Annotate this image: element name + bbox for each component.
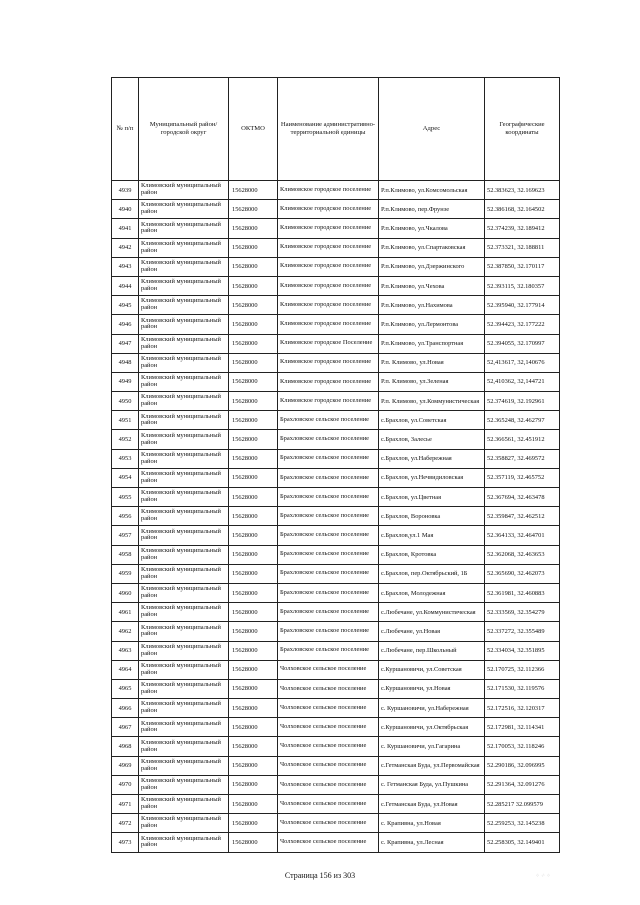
table-row <box>112 334 560 353</box>
cell-settlement: Брахловское сельское поселение <box>278 622 379 641</box>
cell-settlement: Климовское городское поселение <box>278 353 379 372</box>
cell-district: Климовский муниципальный район <box>139 564 229 583</box>
cell-num: 4955 <box>112 488 139 507</box>
cell-oktmo: 15628000 <box>229 392 278 411</box>
cell-district: Климовский муниципальный район <box>139 276 229 295</box>
cell-district: Климовский муниципальный район <box>139 334 229 353</box>
cell-coords: 52.358827, 32.469572 <box>485 449 560 468</box>
cell-num: 4956 <box>112 507 139 526</box>
cell-address: с.Брахлов, ул.Нечвидиловская <box>379 468 485 487</box>
header-address: Адрес <box>379 78 485 181</box>
table-row <box>112 622 560 641</box>
cell-oktmo: 15628000 <box>229 679 278 698</box>
cell-coords: 52.362068, 32.463653 <box>485 545 560 564</box>
cell-coords: 52.386168, 32.164502 <box>485 200 560 219</box>
cell-district: Климовский муниципальный район <box>139 795 229 814</box>
scan-mark-icon: ⁘ ⁘ ⁘ <box>535 874 551 879</box>
table-row <box>112 737 560 756</box>
cell-num: 4952 <box>112 430 139 449</box>
cell-num: 4966 <box>112 699 139 718</box>
cell-num: 4961 <box>112 603 139 622</box>
cell-district: Климовский муниципальный район <box>139 219 229 238</box>
cell-district: Климовский муниципальный район <box>139 718 229 737</box>
cell-district: Климовский муниципальный район <box>139 622 229 641</box>
header-district: Муниципальный район/городской округ <box>139 78 229 181</box>
cell-coords: 52,410362, 32,144721 <box>485 372 560 391</box>
cell-num: 4943 <box>112 257 139 276</box>
cell-address: с. Гетманская Буда, ул.Пушкина <box>379 775 485 794</box>
cell-district: Климовский муниципальный район <box>139 699 229 718</box>
cell-coords: 52.171530, 32.119576 <box>485 679 560 698</box>
cell-district: Климовский муниципальный район <box>139 200 229 219</box>
table-row <box>112 507 560 526</box>
cell-district: Климовский муниципальный район <box>139 679 229 698</box>
cell-oktmo: 15628000 <box>229 353 278 372</box>
cell-num: 4962 <box>112 622 139 641</box>
cell-settlement: Климовское городское поселение <box>278 219 379 238</box>
cell-oktmo: 15628000 <box>229 315 278 334</box>
cell-oktmo: 15628000 <box>229 372 278 391</box>
cell-num: 4965 <box>112 679 139 698</box>
cell-settlement: Брахловское сельское поселение <box>278 526 379 545</box>
cell-district: Климовский муниципальный район <box>139 468 229 487</box>
table-row <box>112 545 560 564</box>
cell-num: 4967 <box>112 718 139 737</box>
cell-oktmo: 15628000 <box>229 526 278 545</box>
table-row <box>112 296 560 315</box>
cell-oktmo: 15628000 <box>229 430 278 449</box>
cell-address: с.Брахлов, Кротовка <box>379 545 485 564</box>
table-row <box>112 238 560 257</box>
cell-oktmo: 15628000 <box>229 660 278 679</box>
table-row <box>112 257 560 276</box>
cell-district: Климовский муниципальный район <box>139 449 229 468</box>
cell-address: с.Брахлов, ул.Советская <box>379 411 485 430</box>
cell-oktmo: 15628000 <box>229 622 278 641</box>
cell-oktmo: 15628000 <box>229 756 278 775</box>
table-row <box>112 200 560 219</box>
table-row <box>112 449 560 468</box>
cell-oktmo: 15628000 <box>229 545 278 564</box>
cell-oktmo: 15628000 <box>229 775 278 794</box>
table-row <box>112 814 560 833</box>
cell-coords: 52.361981, 32.460883 <box>485 583 560 602</box>
cell-district: Климовский муниципальный район <box>139 411 229 430</box>
cell-address: с.Гетманская Буда, ул.Новая <box>379 795 485 814</box>
cell-coords: 52.394423, 32.177222 <box>485 315 560 334</box>
cell-num: 4951 <box>112 411 139 430</box>
header-num: № п/п <box>112 78 139 181</box>
cell-oktmo: 15628000 <box>229 795 278 814</box>
cell-settlement: Климовское городское Поселение <box>278 334 379 353</box>
cell-address: с.Брахлов, Молодежная <box>379 583 485 602</box>
cell-address: Р.п. Климово, ул.Новая <box>379 353 485 372</box>
cell-num: 4957 <box>112 526 139 545</box>
cell-coords: 52.170053, 32.118246 <box>485 737 560 756</box>
cell-num: 4947 <box>112 334 139 353</box>
cell-district: Климовский муниципальный район <box>139 775 229 794</box>
cell-coords: 52.395940, 32.177914 <box>485 296 560 315</box>
cell-district: Климовский муниципальный район <box>139 238 229 257</box>
cell-coords: 52.393115, 32.180357 <box>485 276 560 295</box>
cell-address: с. Крапивна, ул.Лесная <box>379 833 485 852</box>
cell-coords: 52.285217 32.099579 <box>485 795 560 814</box>
cell-settlement: Брахловское сельское поселение <box>278 468 379 487</box>
cell-settlement: Чолховское сельское поселение <box>278 756 379 775</box>
cell-num: 4954 <box>112 468 139 487</box>
table-row <box>112 564 560 583</box>
cell-num: 4968 <box>112 737 139 756</box>
cell-oktmo: 15628000 <box>229 718 278 737</box>
table-row <box>112 660 560 679</box>
table-row <box>112 219 560 238</box>
cell-address: с.Брахлов, ул.Цветная <box>379 488 485 507</box>
table-row <box>112 833 560 852</box>
cell-settlement: Брахловское сельское поселение <box>278 564 379 583</box>
cell-address: с.Куршановичи, ул.Новая <box>379 679 485 698</box>
cell-oktmo: 15628000 <box>229 603 278 622</box>
cell-oktmo: 15628000 <box>229 833 278 852</box>
cell-oktmo: 15628000 <box>229 449 278 468</box>
cell-address: с. Куршановичи, ул.Гагарина <box>379 737 485 756</box>
cell-address: с.Брахлов, ул.Набережная <box>379 449 485 468</box>
table-row <box>112 526 560 545</box>
cell-settlement: Чолховское сельское поселение <box>278 814 379 833</box>
cell-address: Р.п.Климово, ул.Чкалова <box>379 219 485 238</box>
table-row <box>112 430 560 449</box>
table-row <box>112 181 560 200</box>
cell-coords: 52.291364, 32.091276 <box>485 775 560 794</box>
cell-coords: 52.172516, 32.120317 <box>485 699 560 718</box>
cell-district: Климовский муниципальный район <box>139 526 229 545</box>
cell-coords: 52.259253, 32.145238 <box>485 814 560 833</box>
header-settlement: Наименование административно-территориальной единицы <box>278 78 379 181</box>
cell-district: Климовский муниципальный район <box>139 583 229 602</box>
cell-num: 4972 <box>112 814 139 833</box>
cell-oktmo: 15628000 <box>229 814 278 833</box>
table-body <box>112 181 560 853</box>
cell-address: с.Брахлов, пер.Октябрьский, 1Б <box>379 564 485 583</box>
header-oktmo: ОКТМО <box>229 78 278 181</box>
cell-coords: 52.374619, 32.192961 <box>485 392 560 411</box>
cell-address: с.Куршановичи, ул.Советская <box>379 660 485 679</box>
cell-num: 4941 <box>112 219 139 238</box>
cell-settlement: Брахловское сельское поселение <box>278 411 379 430</box>
cell-oktmo: 15628000 <box>229 699 278 718</box>
cell-coords: 52.387850, 32.170117 <box>485 257 560 276</box>
cell-address: Р.п.Климово, ул.Транспортная <box>379 334 485 353</box>
cell-coords: 52.334034, 32.351895 <box>485 641 560 660</box>
cell-num: 4940 <box>112 200 139 219</box>
cell-address: с.Любечане, ул.Коммунистическая <box>379 603 485 622</box>
cell-coords: 52.170725, 32.112366 <box>485 660 560 679</box>
cell-settlement: Чолховское сельское поселение <box>278 833 379 852</box>
table-row <box>112 372 560 391</box>
cell-num: 4942 <box>112 238 139 257</box>
cell-settlement: Брахловское сельское поселение <box>278 430 379 449</box>
cell-coords: 52.374239, 32.189412 <box>485 219 560 238</box>
cell-num: 4964 <box>112 660 139 679</box>
cell-settlement: Брахловское сельское поселение <box>278 545 379 564</box>
cell-coords: 52.383623, 32.169623 <box>485 181 560 200</box>
cell-address: с.Любечане, ул.Новая <box>379 622 485 641</box>
header-coords: Географические координаты <box>485 78 560 181</box>
cell-coords: 52.258305, 32.149401 <box>485 833 560 852</box>
cell-district: Климовский муниципальный район <box>139 430 229 449</box>
cell-district: Климовский муниципальный район <box>139 296 229 315</box>
cell-district: Климовский муниципальный район <box>139 603 229 622</box>
cell-address: Р.п.Климово, пер.Фрунзе <box>379 200 485 219</box>
cell-num: 4970 <box>112 775 139 794</box>
cell-settlement: Чолховское сельское поселение <box>278 679 379 698</box>
cell-settlement: Чолховское сельское поселение <box>278 660 379 679</box>
cell-num: 4953 <box>112 449 139 468</box>
cell-coords: 52.364133, 32.464701 <box>485 526 560 545</box>
cell-address: Р.п.Климово, ул.Дзержинского <box>379 257 485 276</box>
cell-district: Климовский муниципальный район <box>139 814 229 833</box>
cell-settlement: Климовское городское поселение <box>278 257 379 276</box>
cell-num: 4969 <box>112 756 139 775</box>
cell-address: с.Любечане, пер.Школьный <box>379 641 485 660</box>
cell-coords: 52.359847, 32.462512 <box>485 507 560 526</box>
cell-num: 4944 <box>112 276 139 295</box>
table-row <box>112 315 560 334</box>
cell-settlement: Климовское городское поселение <box>278 315 379 334</box>
cell-address: Р.п.Климово, ул.Спартаковская <box>379 238 485 257</box>
cell-coords: 52.357119, 32.465752 <box>485 468 560 487</box>
cell-settlement: Климовское городское поселение <box>278 238 379 257</box>
cell-oktmo: 15628000 <box>229 257 278 276</box>
cell-settlement: Климовское городское поселение <box>278 181 379 200</box>
cell-num: 4949 <box>112 372 139 391</box>
cell-district: Климовский муниципальный район <box>139 641 229 660</box>
cell-district: Климовский муниципальный район <box>139 545 229 564</box>
cell-oktmo: 15628000 <box>229 238 278 257</box>
cell-coords: 52.290186, 32.096995 <box>485 756 560 775</box>
cell-coords: 52.367694, 32.463478 <box>485 488 560 507</box>
page-number: Страница 156 из 303 <box>284 871 356 880</box>
cell-num: 4946 <box>112 315 139 334</box>
cell-num: 4960 <box>112 583 139 602</box>
table-row <box>112 392 560 411</box>
cell-address: с. Куршановичи, ул.Набережная <box>379 699 485 718</box>
cell-address: с.Гетманская Буда, ул.Первомайская <box>379 756 485 775</box>
cell-address: с. Крапивна, ул.Новая <box>379 814 485 833</box>
cell-district: Климовский муниципальный район <box>139 315 229 334</box>
cell-district: Климовский муниципальный район <box>139 507 229 526</box>
table-row <box>112 488 560 507</box>
table-row <box>112 468 560 487</box>
cell-num: 4948 <box>112 353 139 372</box>
cell-district: Климовский муниципальный район <box>139 392 229 411</box>
table-row <box>112 775 560 794</box>
cell-coords: 52.172981, 32.114341 <box>485 718 560 737</box>
cell-oktmo: 15628000 <box>229 564 278 583</box>
cell-district: Климовский муниципальный район <box>139 257 229 276</box>
cell-address: Р.п. Климово, ул.Зеленая <box>379 372 485 391</box>
cell-coords: 52.365248, 32.462797 <box>485 411 560 430</box>
cell-district: Климовский муниципальный район <box>139 833 229 852</box>
cell-oktmo: 15628000 <box>229 276 278 295</box>
cell-coords: 52.337272, 32.355489 <box>485 622 560 641</box>
cell-coords: 52.366561, 32.451912 <box>485 430 560 449</box>
cell-num: 4950 <box>112 392 139 411</box>
cell-oktmo: 15628000 <box>229 583 278 602</box>
cell-district: Климовский муниципальный район <box>139 660 229 679</box>
cell-oktmo: 15628000 <box>229 507 278 526</box>
cell-oktmo: 15628000 <box>229 219 278 238</box>
cell-coords: 52.373321, 32.188811 <box>485 238 560 257</box>
cell-oktmo: 15628000 <box>229 468 278 487</box>
cell-settlement: Чолховское сельское поселение <box>278 775 379 794</box>
cell-settlement: Климовское городское поселение <box>278 372 379 391</box>
cell-address: с.Брахлов,ул.1 Мая <box>379 526 485 545</box>
cell-address: Р.п.Климово, ул.Лермонтова <box>379 315 485 334</box>
cell-coords: 52.365690, 32.462073 <box>485 564 560 583</box>
cell-coords: 52,413617, 32,140676 <box>485 353 560 372</box>
table-row <box>112 795 560 814</box>
cell-oktmo: 15628000 <box>229 411 278 430</box>
cell-num: 4973 <box>112 833 139 852</box>
cell-num: 4971 <box>112 795 139 814</box>
cell-oktmo: 15628000 <box>229 737 278 756</box>
cell-settlement: Брахловское сельское поселение <box>278 641 379 660</box>
address-table <box>111 77 560 853</box>
cell-oktmo: 15628000 <box>229 296 278 315</box>
cell-settlement: Чолховское сельское поселение <box>278 718 379 737</box>
cell-settlement: Климовское городское поселение <box>278 296 379 315</box>
cell-oktmo: 15628000 <box>229 488 278 507</box>
document-page <box>111 77 559 853</box>
cell-num: 4939 <box>112 181 139 200</box>
cell-district: Климовский муниципальный район <box>139 488 229 507</box>
cell-oktmo: 15628000 <box>229 334 278 353</box>
table-row <box>112 411 560 430</box>
cell-address: Р.п.Климово, ул.Чехова <box>379 276 485 295</box>
cell-address: с.Брахлов, Залесье <box>379 430 485 449</box>
table-row <box>112 276 560 295</box>
cell-settlement: Климовское городское поселение <box>278 392 379 411</box>
cell-address: с.Брахлов, Вороновка <box>379 507 485 526</box>
cell-num: 4959 <box>112 564 139 583</box>
cell-address: Р.п.Климово, ул.Комсомольская <box>379 181 485 200</box>
cell-settlement: Брахловское сельское поселение <box>278 507 379 526</box>
cell-settlement: Климовское городское поселение <box>278 276 379 295</box>
cell-settlement: Брахловское сельское поселение <box>278 488 379 507</box>
cell-num: 4958 <box>112 545 139 564</box>
table-row <box>112 699 560 718</box>
cell-address: Р.п.Климово, ул.Нахимова <box>379 296 485 315</box>
cell-district: Климовский муниципальный район <box>139 372 229 391</box>
cell-district: Климовский муниципальный район <box>139 756 229 775</box>
cell-district: Климовский муниципальный район <box>139 181 229 200</box>
table-row <box>112 641 560 660</box>
table-header <box>112 78 560 181</box>
cell-oktmo: 15628000 <box>229 181 278 200</box>
cell-district: Климовский муниципальный район <box>139 353 229 372</box>
table-row <box>112 353 560 372</box>
cell-address: с.Куршановичи, ул.Октябрьская <box>379 718 485 737</box>
table-row <box>112 679 560 698</box>
cell-district: Климовский муниципальный район <box>139 737 229 756</box>
cell-settlement: Чолховское сельское поселение <box>278 699 379 718</box>
cell-coords: 52.394055, 32.170997 <box>485 334 560 353</box>
table-row <box>112 718 560 737</box>
cell-settlement: Брахловское сельское поселение <box>278 583 379 602</box>
cell-settlement: Чолховское сельское поселение <box>278 795 379 814</box>
cell-settlement: Климовское городское поселение <box>278 200 379 219</box>
table-row <box>112 583 560 602</box>
cell-num: 4945 <box>112 296 139 315</box>
cell-oktmo: 15628000 <box>229 200 278 219</box>
table-row <box>112 603 560 622</box>
cell-settlement: Брахловское сельское поселение <box>278 603 379 622</box>
cell-settlement: Брахловское сельское поселение <box>278 449 379 468</box>
cell-num: 4963 <box>112 641 139 660</box>
table-row <box>112 756 560 775</box>
cell-oktmo: 15628000 <box>229 641 278 660</box>
cell-settlement: Чолховское сельское поселение <box>278 737 379 756</box>
cell-coords: 52.333569, 32.354279 <box>485 603 560 622</box>
cell-address: Р.п. Климово, ул.Коммунистическая <box>379 392 485 411</box>
